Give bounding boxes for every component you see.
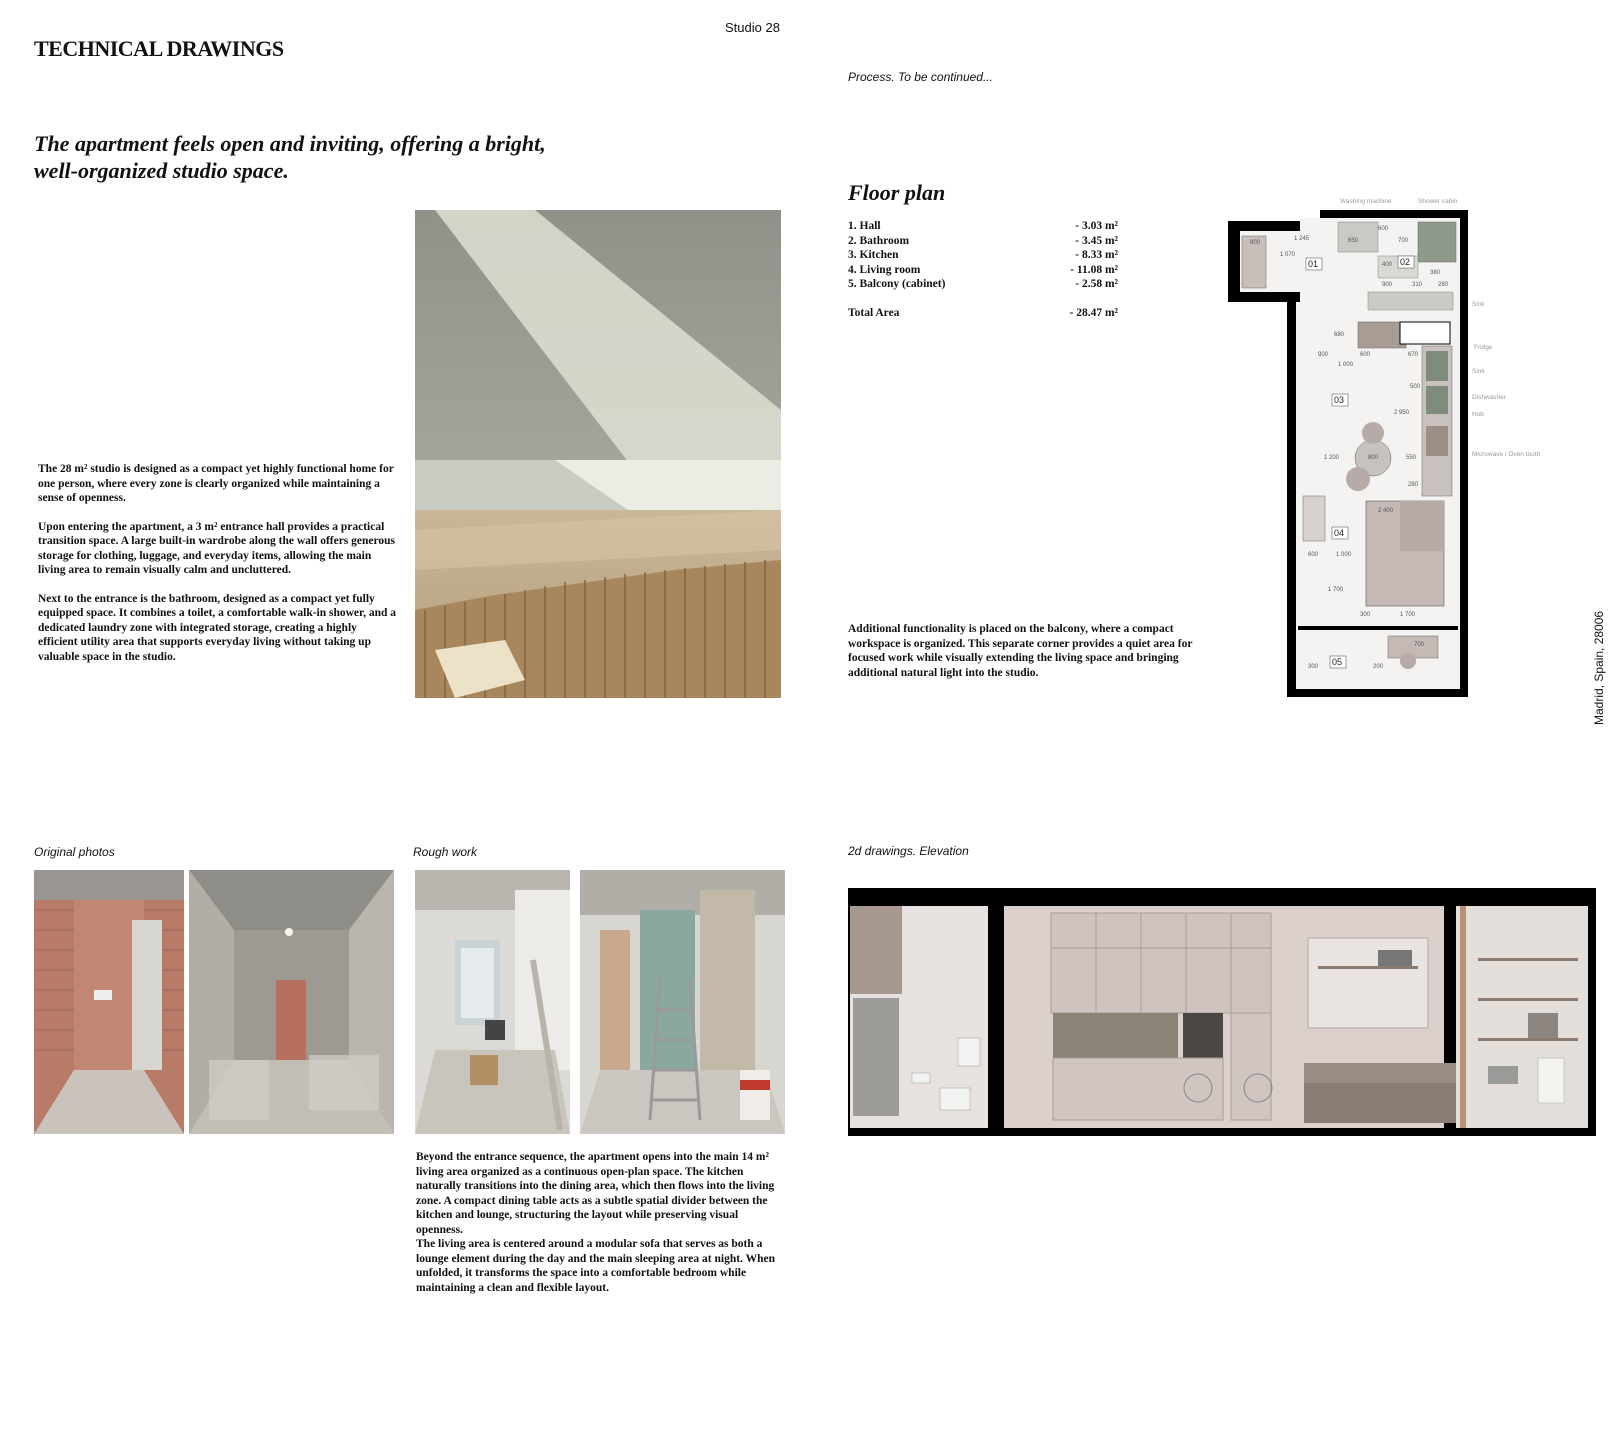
fixture-label: Microwave / Oven tooth — [1472, 451, 1541, 458]
dimension-label: 280 — [1408, 482, 1419, 488]
dimension-label: 670 — [1408, 352, 1419, 358]
dimension-label: 1 000 — [1338, 362, 1354, 368]
dimension-label: 500 — [1410, 384, 1421, 390]
fixture-label: Sink — [1472, 368, 1485, 375]
intro-text — [38, 462, 398, 678]
sunlight-wall-photo — [415, 210, 781, 698]
original-photo-room — [189, 870, 394, 1134]
area-total-row — [848, 307, 1118, 322]
original-photos-caption: Original photos — [34, 845, 115, 859]
dimension-label: 310 — [1412, 282, 1423, 288]
original-photo-hallway — [34, 870, 184, 1134]
balcony-text: Additional functionality is placed on the balcony, where a compact workspace is organized. This separate corner provides a quiet area for focused work while visually extending the living space and bringing additional natural light into the studio. — [848, 623, 1193, 679]
room-number-label: 03 — [1334, 395, 1345, 405]
room-number-label: 01 — [1308, 259, 1319, 269]
dimension-label: 1 200 — [1324, 455, 1340, 461]
room-name: 4. Living room — [848, 263, 921, 276]
dimension-label: 400 — [1382, 262, 1393, 268]
room-name: 3. Kitchen — [848, 249, 899, 261]
process-note: Process. To be continued... — [848, 70, 993, 84]
dimension-label: 1 070 — [1280, 252, 1296, 258]
studio-label: Studio 28 — [725, 20, 780, 35]
rough-work-photo-2 — [580, 870, 785, 1134]
dimension-label: 280 — [1438, 282, 1449, 288]
dimension-label: 1 000 — [1336, 552, 1352, 558]
room-name: 2. Bathroom — [848, 234, 910, 247]
dimension-label: 800 — [1368, 455, 1379, 461]
area-row — [848, 220, 1118, 235]
room-name: 1. Hall — [848, 220, 881, 232]
intro-paragraph: The 28 m² studio is designed as a compact yet highly functional home for one person, where every zone is clearly organized while maintaining a sense of openness. — [38, 463, 394, 504]
dimension-label: 600 — [1308, 552, 1319, 558]
elevation-caption: 2d drawings. Elevation — [848, 844, 969, 858]
dimension-label: 800 — [1250, 240, 1261, 246]
room-area: - 8.33 m² — [1075, 249, 1118, 261]
dimension-label: 1 700 — [1400, 612, 1416, 618]
room-area: - 2.58 m² — [1075, 278, 1118, 290]
dimension-label: 2 400 — [1378, 508, 1394, 514]
rough-work-caption: Rough work — [413, 845, 478, 859]
area-row — [848, 264, 1118, 279]
fixture-label: Hob — [1472, 411, 1484, 418]
elevation-drawing — [848, 888, 1596, 1136]
floor-plan-title: Floor plan — [848, 180, 946, 205]
page-title: TECHNICAL DRAWINGS — [34, 36, 284, 61]
intro-paragraph: Upon entering the apartment, a 3 m² entrance hall provides a practical transition space. A large built-in wardrobe along the wall offers generous storage for clothing, luggage, and everyday items, allowing the main living area to remain visually calm and uncluttered. — [38, 520, 396, 576]
dimension-label: 600 — [1378, 226, 1389, 232]
dimension-label: 700 — [1414, 642, 1425, 648]
rough-work-text: Beyond the entrance sequence, the apartment opens into the main 14 m² living area organized as a continuous open-plan space. The kitchen naturally transitions into the dining area, which then flows into the living zone. A compact dining table acts as a subtle spatial divider between the kitchen and lounge, structuring the layout while preserving visual openness. The living area is centered around a modular sofa that serves as both a lounge element during the day and the main sleeping area at night. When unfolded, it transforms the space into a comfortable bedroom while maintaining a clean and flexible layout. — [416, 1151, 775, 1294]
room-area: - 3.03 m² — [1075, 220, 1118, 232]
dimension-label: 2 950 — [1394, 410, 1410, 416]
fixture-label: Shower cabin — [1418, 198, 1458, 205]
dimension-label: 300 — [1308, 664, 1319, 670]
room-number-label: 02 — [1400, 257, 1411, 267]
headline: The apartment feels open and inviting, offering a bright, well-organized studio space. — [34, 131, 546, 183]
room-area: - 3.45 m² — [1075, 234, 1118, 247]
fixture-label: Fridge — [1474, 344, 1493, 351]
fixture-label: Sink — [1472, 301, 1485, 308]
intro-paragraph: Next to the entrance is the bathroom, designed as a compact yet fully equipped space. It combines a toilet, a comfortable walk-in shower, and a dedicated laundry zone with integrated storage, creating a highly efficient utility area that supports everyday living without taking up valuable space in the studio. — [38, 592, 396, 663]
location-label: Madrid, Spain, 28006 — [1592, 610, 1606, 725]
dimension-label: 900 — [1318, 352, 1329, 358]
dimension-label: 600 — [1360, 352, 1371, 358]
area-row — [848, 278, 1118, 293]
fixture-label: Washing machine — [1340, 198, 1392, 205]
dimension-label: 1 245 — [1294, 236, 1310, 242]
dimension-label: 550 — [1406, 455, 1417, 461]
dimension-label: 650 — [1348, 238, 1359, 244]
rough-work-photo-1 — [415, 870, 570, 1134]
room-area: - 11.08 m² — [1070, 263, 1118, 276]
dimension-label: 900 — [1382, 282, 1393, 288]
room-name: 5. Balcony (cabinet) — [848, 278, 946, 290]
fixture-label: Dishwasher — [1472, 394, 1506, 401]
dimension-label: 380 — [1430, 270, 1441, 276]
dimension-label: 200 — [1373, 664, 1384, 670]
dimension-label: 680 — [1334, 332, 1345, 338]
room-number-label: 04 — [1334, 528, 1345, 538]
area-table — [848, 220, 1118, 321]
dimension-label: 1 700 — [1328, 587, 1344, 593]
dimension-label: 700 — [1398, 238, 1409, 244]
area-row — [848, 249, 1118, 264]
total-value: - 28.47 m² — [1069, 306, 1118, 319]
room-number-label: 05 — [1332, 657, 1343, 667]
total-label: Total Area — [848, 306, 900, 319]
floor-plan-drawing — [1228, 196, 1548, 701]
dimension-label: 300 — [1360, 612, 1371, 618]
area-row — [848, 235, 1118, 250]
